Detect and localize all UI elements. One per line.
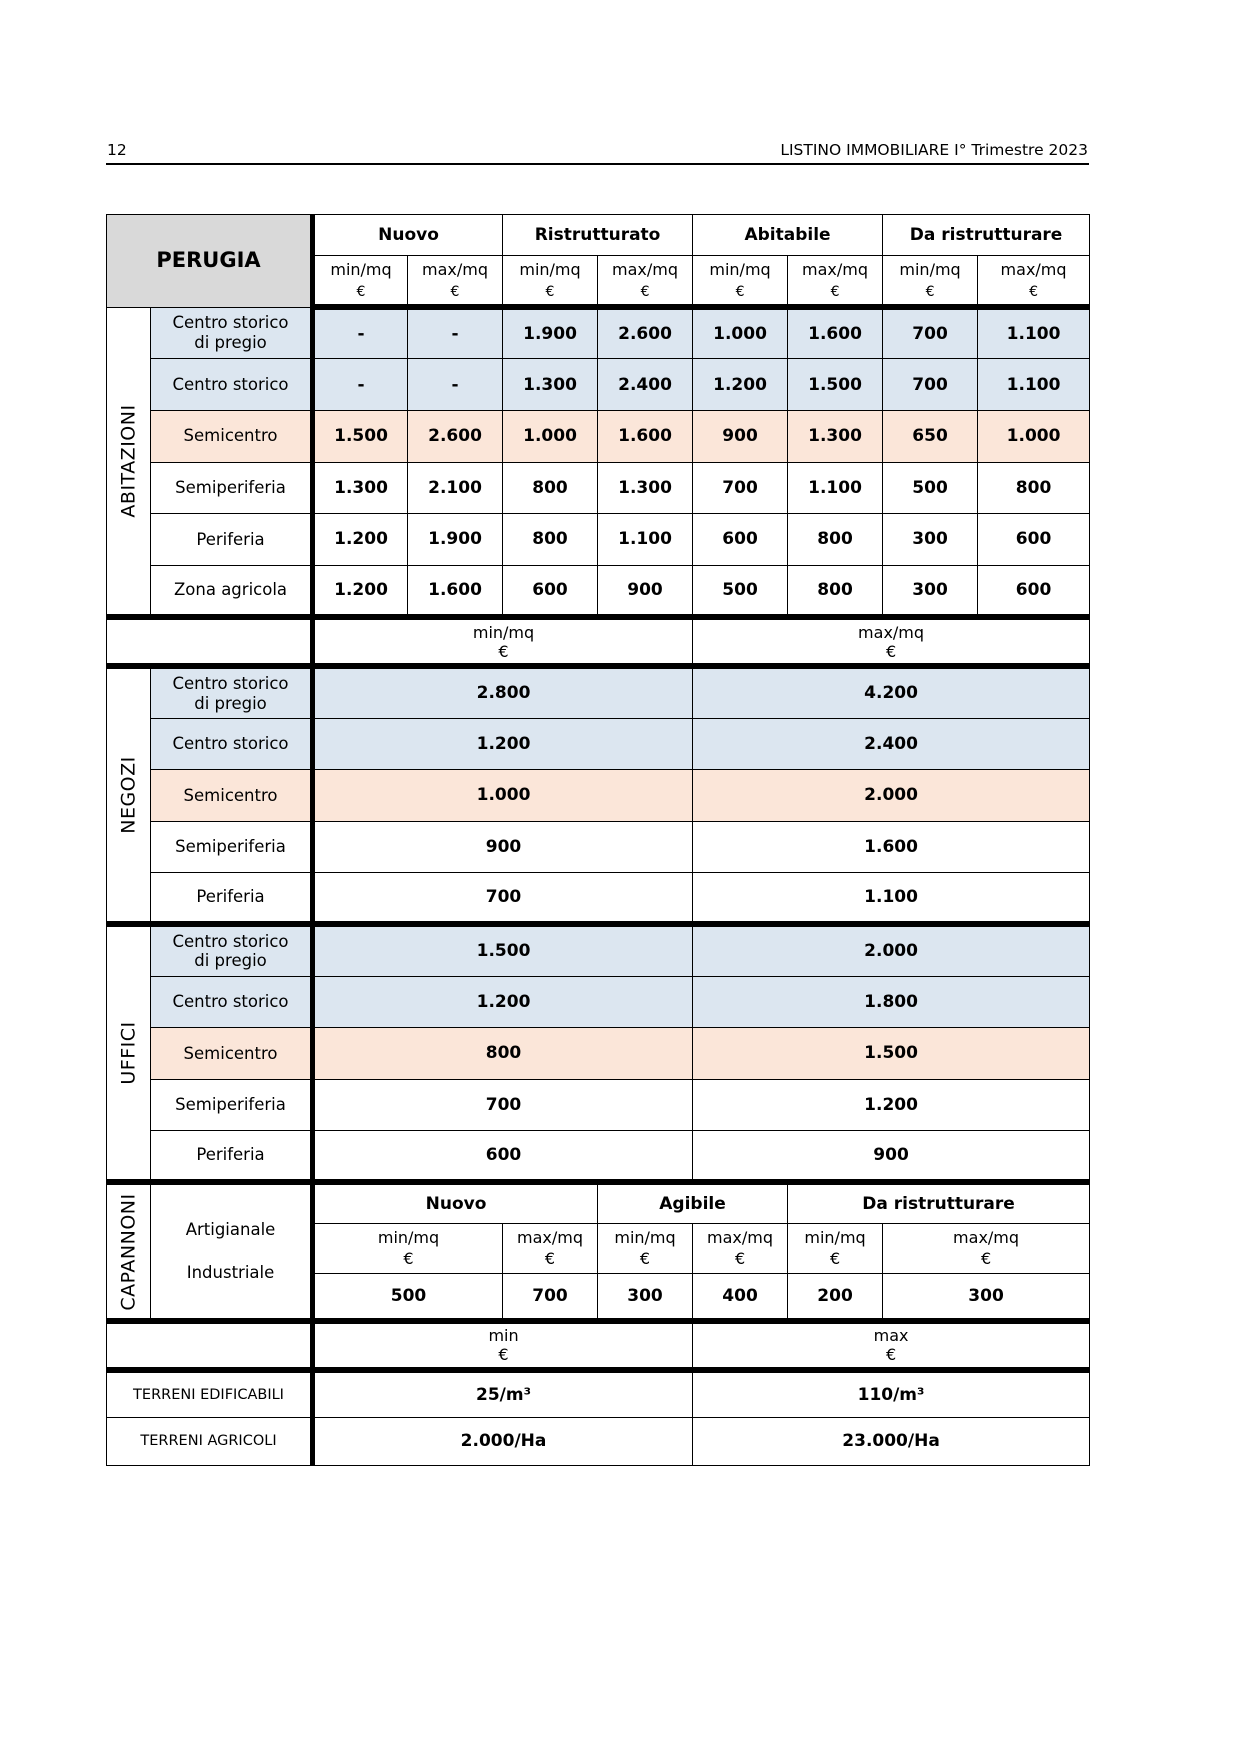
price-value: 2.100 (408, 462, 503, 514)
max-value: 4.200 (693, 666, 1090, 718)
price-value: 1.500 (788, 359, 883, 411)
terreni-label: TERRENI EDIFICABILI (107, 1370, 313, 1417)
price-value: 1.100 (788, 462, 883, 514)
band-spacer (107, 617, 313, 667)
max-header: max/mq € (503, 1224, 598, 1274)
table-row (107, 924, 1090, 976)
zone-label: Semicentro (151, 770, 313, 822)
table-row (107, 307, 1090, 359)
table-row (107, 873, 1090, 925)
price-value: 1.100 (978, 307, 1090, 359)
section-uffici (107, 924, 151, 1182)
price-value: 600 (978, 565, 1090, 617)
table-row (107, 617, 1090, 667)
min-header: min/mq € (883, 256, 978, 308)
table-row (107, 718, 1090, 770)
price-value: 500 (693, 565, 788, 617)
zone-label: Periferia (151, 514, 313, 566)
price-value: 600 (503, 565, 598, 617)
table-row (107, 565, 1090, 617)
max-header: max/mq € (408, 256, 503, 308)
max-value: 1.800 (693, 976, 1090, 1028)
table-row (107, 1131, 1090, 1183)
page-header-title: LISTINO IMMOBILIARE I° Trimestre 2023 (780, 141, 1088, 159)
price-value: 700 (693, 462, 788, 514)
min-value: 25/m³ (313, 1370, 693, 1417)
zone-label: Semiperiferia (151, 821, 313, 873)
price-value: - (408, 359, 503, 411)
price-value: 1.500 (313, 411, 408, 463)
price-value: 800 (503, 462, 598, 514)
price-value: 700 (883, 307, 978, 359)
condition-header: Ristrutturato (503, 215, 693, 256)
min-value: 2.000/Ha (313, 1418, 693, 1466)
price-value: 2.600 (408, 411, 503, 463)
zone-label: Semiperiferia (151, 462, 313, 514)
price-value: 1.600 (598, 411, 693, 463)
price-value: - (408, 307, 503, 359)
max-header: max € (693, 1321, 1090, 1371)
table-row (107, 666, 1090, 718)
max-value: 2.000 (693, 924, 1090, 976)
condition-header: Nuovo (313, 215, 503, 256)
table-row (107, 359, 1090, 411)
min-header: min/mq € (788, 1224, 883, 1274)
price-value: 1.200 (313, 565, 408, 617)
table-row (107, 1418, 1090, 1466)
zone-label: Zona agricola (151, 565, 313, 617)
table-row (107, 514, 1090, 566)
max-value: 23.000/Ha (693, 1418, 1090, 1466)
max-value: 1.500 (693, 1028, 1090, 1080)
price-value: 600 (693, 514, 788, 566)
section-label: UFFICI (117, 1021, 140, 1086)
city-title: PERUGIA (107, 215, 313, 308)
zone-label: Centro storico di pregio (151, 666, 313, 718)
price-value: 900 (598, 565, 693, 617)
condition-header: Da ristrutturare (883, 215, 1090, 256)
min-header: min/mq € (313, 256, 408, 308)
price-value: 700 (883, 359, 978, 411)
zone-label: Periferia (151, 873, 313, 925)
price-value: 1.600 (788, 307, 883, 359)
table-row (107, 462, 1090, 514)
zone-label: Semicentro (151, 1028, 313, 1080)
max-value: 2.400 (693, 718, 1090, 770)
table-row (107, 1321, 1090, 1371)
section-capannoni (107, 1182, 151, 1320)
table-row (107, 1028, 1090, 1080)
price-value: 500 (883, 462, 978, 514)
max-value: 1.600 (693, 821, 1090, 873)
max-header: max/mq € (598, 256, 693, 308)
price-value: 300 (598, 1273, 693, 1320)
price-value: 300 (883, 565, 978, 617)
max-value: 1.100 (693, 873, 1090, 925)
zone-label: Periferia (151, 1131, 313, 1183)
max-value: 2.000 (693, 770, 1090, 822)
zone-label: Centro storico (151, 718, 313, 770)
price-value: 1.300 (788, 411, 883, 463)
table-row (107, 215, 1090, 256)
min-header: min/mq € (503, 256, 598, 308)
min-value: 700 (313, 1079, 693, 1131)
min-header: min/mq € (313, 1224, 503, 1274)
zone-label: Centro storico (151, 359, 313, 411)
max-header: max/mq € (693, 1224, 788, 1274)
max-value: 1.200 (693, 1079, 1090, 1131)
min-value: 700 (313, 873, 693, 925)
price-value: 1.300 (313, 462, 408, 514)
price-value: 1.600 (408, 565, 503, 617)
price-value: 400 (693, 1273, 788, 1320)
max-header: max/mq € (788, 256, 883, 308)
price-value: 800 (788, 565, 883, 617)
condition-header: Nuovo (313, 1182, 598, 1223)
price-value: 900 (693, 411, 788, 463)
condition-header: Abitabile (693, 215, 883, 256)
section-label: NEGOZI (117, 756, 140, 835)
price-value: 1.000 (503, 411, 598, 463)
price-value: 300 (883, 514, 978, 566)
max-value: 110/m³ (693, 1370, 1090, 1417)
min-value: 1.200 (313, 976, 693, 1028)
min-value: 900 (313, 821, 693, 873)
zone-label: Centro storico di pregio (151, 924, 313, 976)
section-label: ABITAZIONI (117, 404, 140, 518)
price-value: 500 (313, 1273, 503, 1320)
zone-label: Centro storico (151, 976, 313, 1028)
min-value: 1.500 (313, 924, 693, 976)
price-value: - (313, 359, 408, 411)
table-row (107, 1079, 1090, 1131)
header-rule (106, 163, 1089, 165)
price-value: 600 (978, 514, 1090, 566)
table-row (107, 1370, 1090, 1417)
min-header: min/mq € (598, 1224, 693, 1274)
price-value: 1.000 (693, 307, 788, 359)
min-value: 800 (313, 1028, 693, 1080)
price-value: 1.200 (313, 514, 408, 566)
page-number: 12 (107, 141, 127, 159)
price-table (106, 214, 1090, 1466)
price-value: 800 (788, 514, 883, 566)
min-value: 1.000 (313, 770, 693, 822)
price-value: 1.100 (978, 359, 1090, 411)
price-value: 1.100 (598, 514, 693, 566)
max-value: 900 (693, 1131, 1090, 1183)
min-header: min/mq € (313, 617, 693, 667)
band-spacer (107, 1321, 313, 1371)
section-label: CAPANNONI (117, 1192, 140, 1311)
price-value: 1.300 (503, 359, 598, 411)
price-value: 1.900 (408, 514, 503, 566)
price-value: 1.200 (693, 359, 788, 411)
table-row (107, 1182, 1090, 1223)
price-value: 1.300 (598, 462, 693, 514)
price-value: 800 (978, 462, 1090, 514)
price-value: 2.600 (598, 307, 693, 359)
max-header: max/mq € (693, 617, 1090, 667)
table-row (107, 976, 1090, 1028)
section-abitazioni (107, 307, 151, 617)
capannoni-types: Artigianale Industriale (151, 1182, 313, 1320)
price-value: 1.000 (978, 411, 1090, 463)
price-value: 800 (503, 514, 598, 566)
price-value: 700 (503, 1273, 598, 1320)
table-row (107, 821, 1090, 873)
max-header: max/mq € (978, 256, 1090, 308)
zone-label: Semicentro (151, 411, 313, 463)
min-header: min € (313, 1321, 693, 1371)
min-value: 1.200 (313, 718, 693, 770)
table-row (107, 411, 1090, 463)
condition-header: Da ristrutturare (788, 1182, 1090, 1223)
max-header: max/mq € (883, 1224, 1090, 1274)
min-value: 600 (313, 1131, 693, 1183)
price-value: 200 (788, 1273, 883, 1320)
min-header: min/mq € (693, 256, 788, 308)
condition-header: Agibile (598, 1182, 788, 1223)
zone-label: Centro storico di pregio (151, 307, 313, 359)
min-value: 2.800 (313, 666, 693, 718)
price-value: 300 (883, 1273, 1090, 1320)
price-value: 650 (883, 411, 978, 463)
table-row (107, 770, 1090, 822)
section-negozi (107, 666, 151, 924)
price-value: - (313, 307, 408, 359)
zone-label: Semiperiferia (151, 1079, 313, 1131)
terreni-label: TERRENI AGRICOLI (107, 1418, 313, 1466)
price-value: 1.900 (503, 307, 598, 359)
price-value: 2.400 (598, 359, 693, 411)
